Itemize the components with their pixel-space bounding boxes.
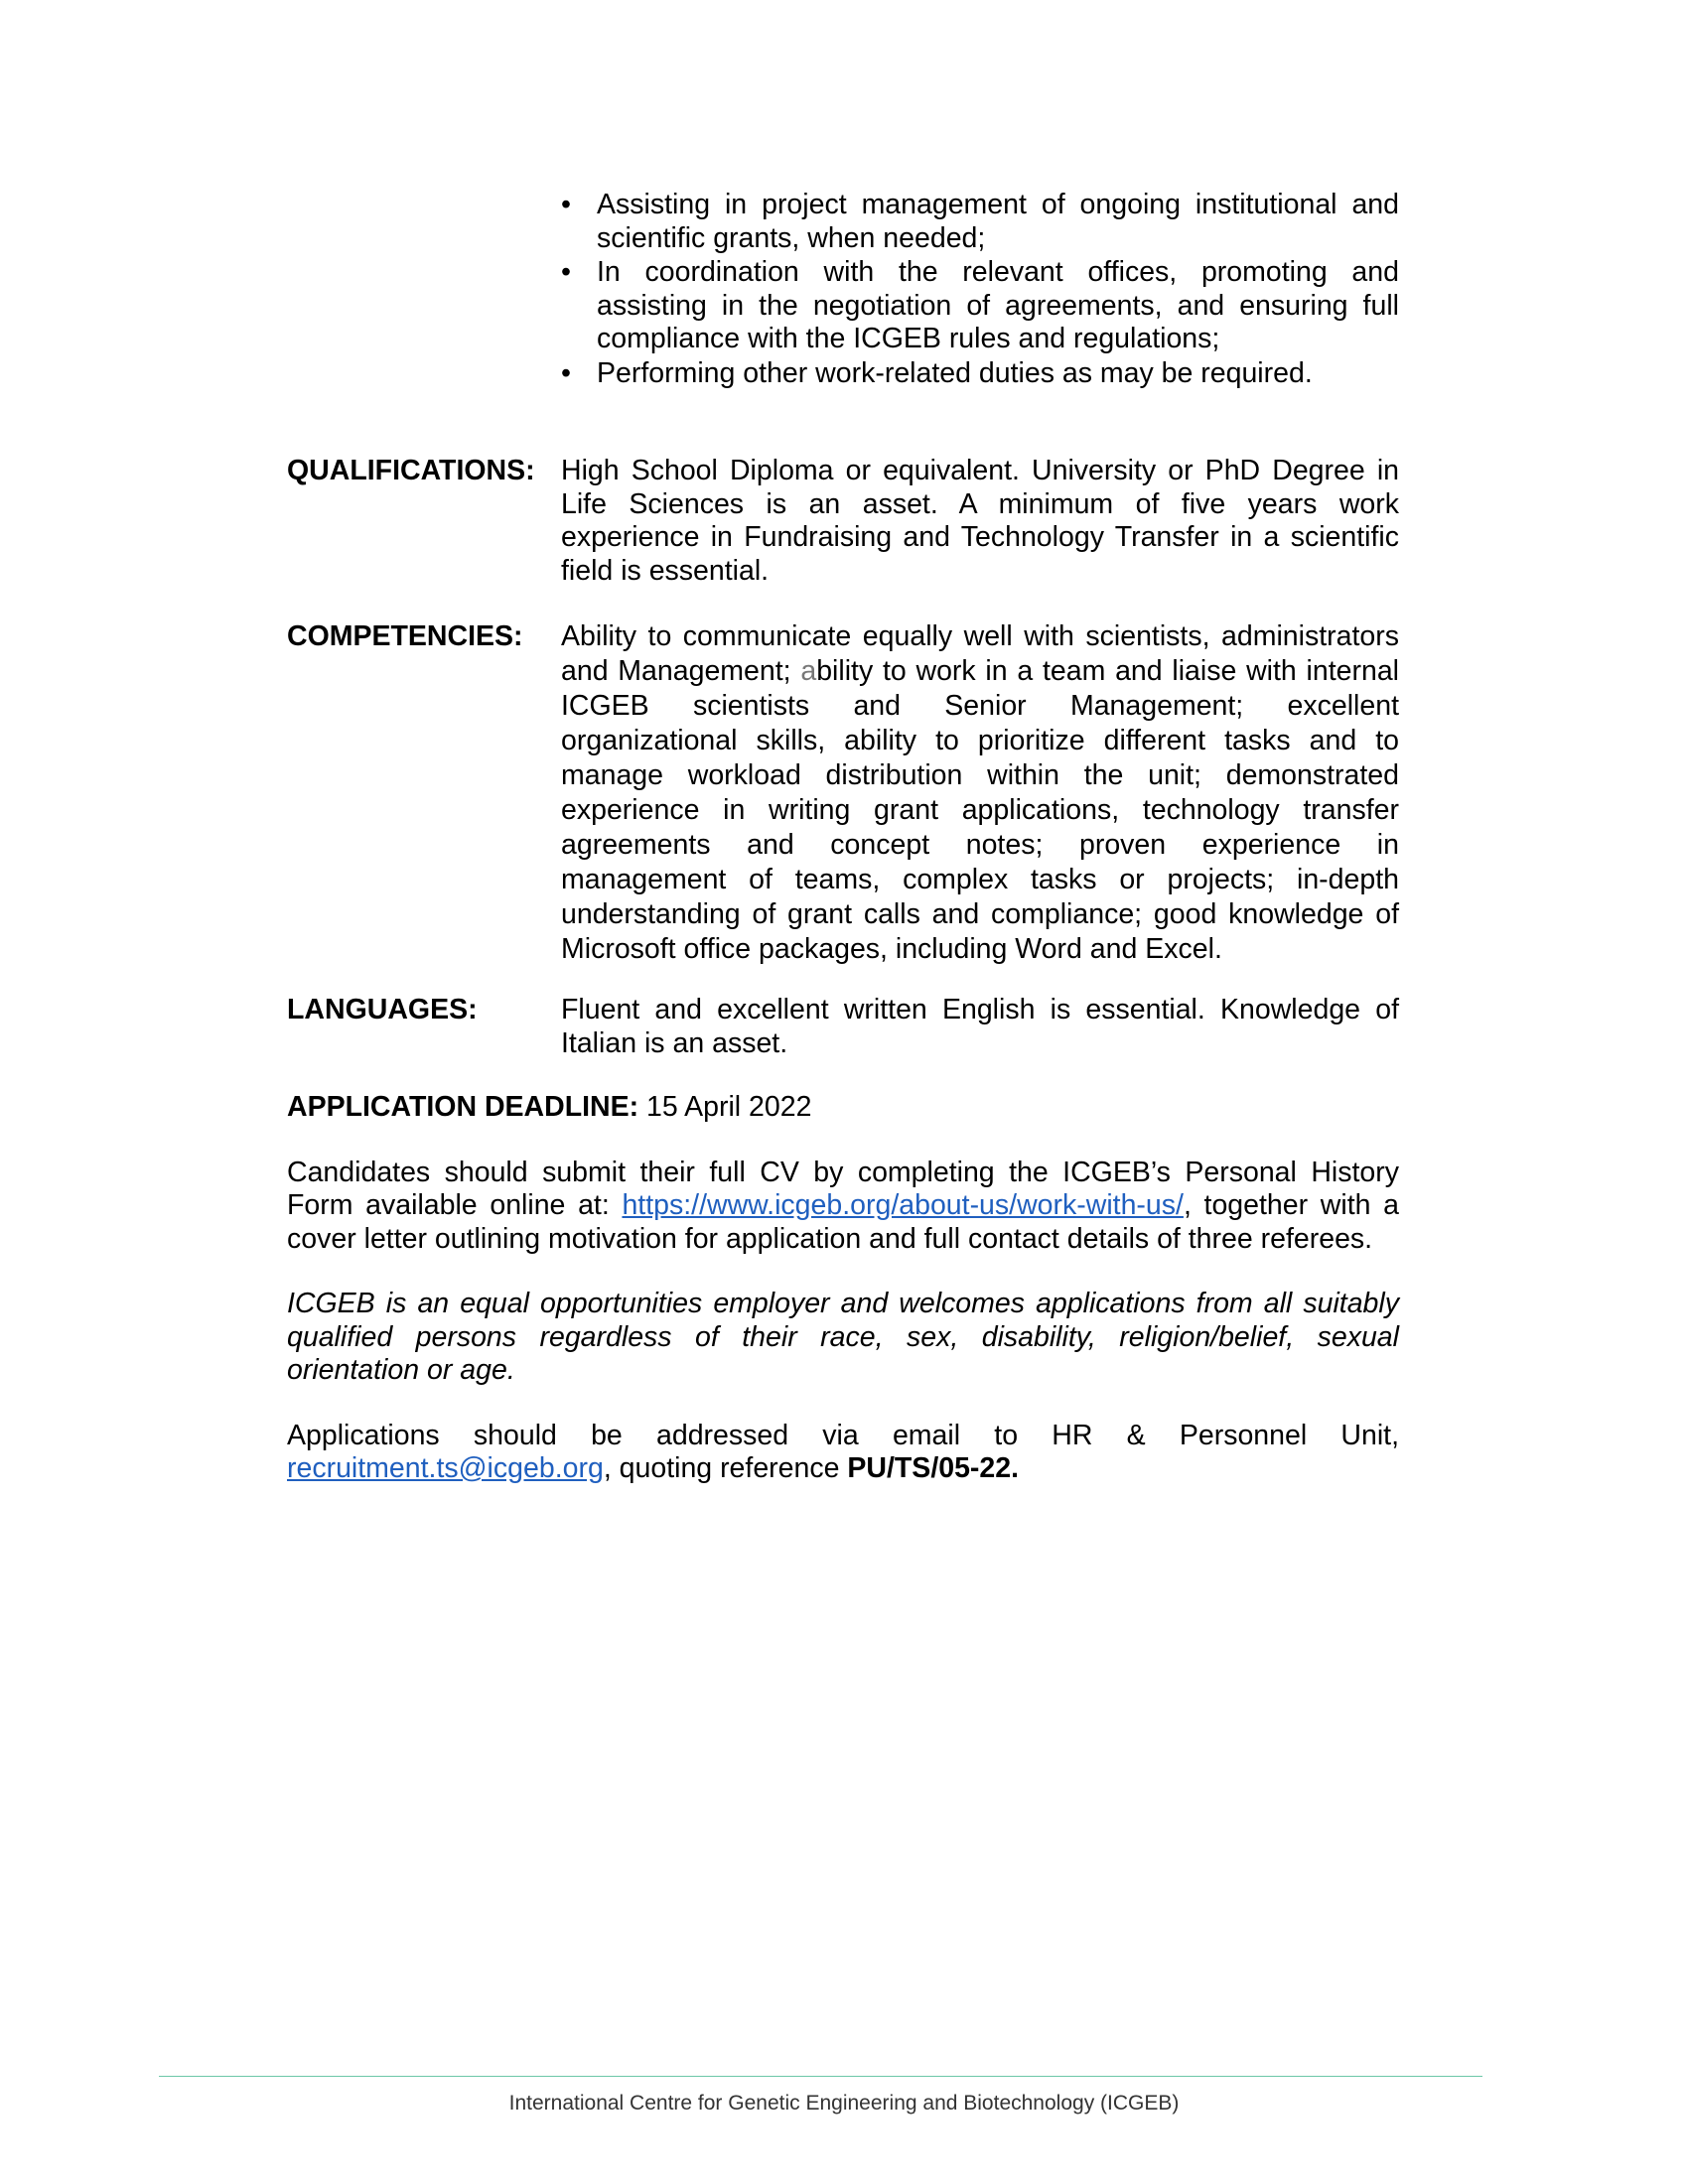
equal-opportunities-statement: ICGEB is an equal opportunities employer and welcomes applications from all suitably qualified persons regardless of their race, sex, disability, religion/belief, sexual orientation or age. [287,1288,1399,1386]
languages-label: LANGUAGES: [287,994,478,1025]
competencies-highlight-letter: a [800,655,817,687]
bullet-icon: • [561,256,571,288]
competencies-label: COMPETENCIES: [287,620,523,652]
competencies-text-start: Ability to communicate equally well with scientists, administrators and Management; [561,620,1399,687]
submission-paragraph [287,1157,1399,1257]
duty-text: Performing other work-related duties as may be required. [597,356,1313,389]
reference-code: PU/TS/05-22. [847,1452,1020,1484]
list-item [561,189,1399,255]
qualifications-text: High School Diploma or equivalent. University or PhD Degree in Life Sciences is an asset. A minimum of five years work experience in Fundraising and Technology Transfer in a scientific field is essential. [561,455,1399,587]
footer-organization-name: International Centre for Genetic Engineering and Biotechnology (ICGEB) [508,2092,1180,2115]
applications-text-start: Applications should be addressed via email to HR & Personnel Unit, [287,1419,1399,1451]
qualifications-section [287,455,1399,588]
submission-text-end: , together with a cover letter outlining motivation for application and full contact details of three referees. [287,1189,1399,1255]
applications-paragraph [287,1420,1399,1486]
bullet-icon: • [561,189,571,220]
deadline-value: 15 April 2022 [638,1091,812,1123]
duty-text: Assisting in project management of ongoing institutional and scientific grants, when needed; [597,189,1399,254]
recruitment-email-link[interactable]: recruitment.ts@icgeb.org [287,1452,604,1484]
list-item [561,357,1399,391]
duties-list [287,189,1399,390]
languages-section [287,994,1399,1060]
competencies-text-rest: bility to work in a team and liaise with internal ICGEB scientists and Senior Management; excellent organizational skills, ability to prioritize different tasks and to manage workload distribution within the unit; demonstrated experience in writing grant applications, technology transfer agreements and concept notes; proven experience in management of teams, complex tasks or projects; in-depth understanding of grant calls and compliance; good knowledge of Microsoft office packages, including Word and Excel. [561,655,1399,965]
bullet-icon: • [561,356,571,389]
languages-text: Fluent and excellent written English is essential. Knowledge of Italian is an asset. [561,994,1399,1059]
duty-text: In coordination with the relevant offices, promoting and assisting in the negotiation of agreements, and ensuring full compliance with the ICGEB rules and regulations; [597,256,1399,354]
list-item [561,256,1399,356]
work-with-us-link[interactable]: https://www.icgeb.org/about-us/work-with-us/ [622,1189,1184,1221]
qualifications-label: QUALIFICATIONS: [287,455,535,486]
document-body [287,189,1399,1486]
competencies-section [287,619,1399,967]
deadline-label: APPLICATION DEADLINE: [287,1091,639,1123]
applications-text-middle: , quoting reference [603,1452,848,1484]
submission-text-start: Candidates should submit their full CV by completing the ICGEB’s Personal History Form available online at: [287,1156,1399,1221]
application-deadline [287,1091,1399,1125]
footer-divider [159,2076,1482,2077]
competencies-text [561,619,1399,967]
